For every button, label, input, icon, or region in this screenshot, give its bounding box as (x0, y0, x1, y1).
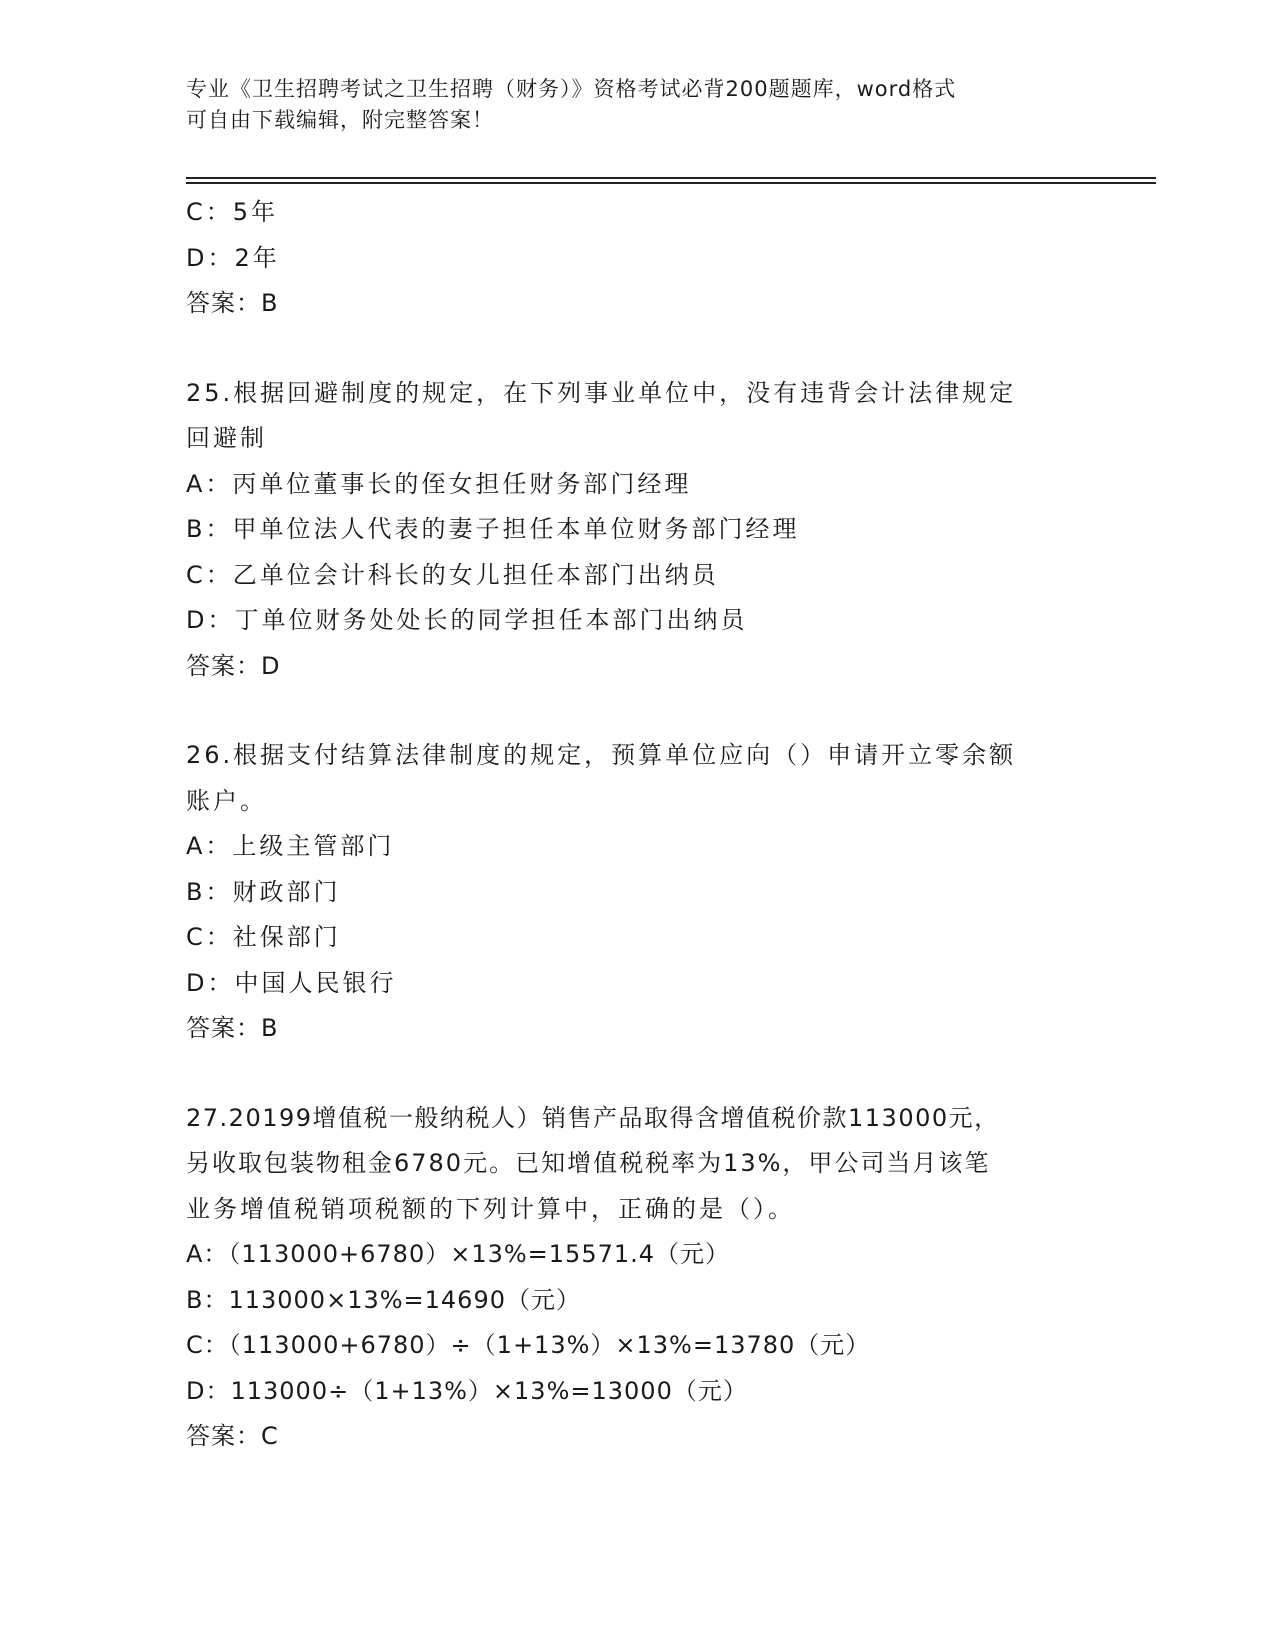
question-content (186, 190, 1086, 1460)
prev-question-block (186, 190, 1086, 327)
option-c: C：5年 (186, 198, 279, 226)
option-a: A：（113000+6780）×13%=15571.4（元） (186, 1240, 731, 1268)
question-26 (186, 733, 1086, 1052)
header-divider-bottom (186, 182, 1156, 184)
question-stem-line: 26.根据支付结算法律制度的规定，预算单位应向（）申请开立零余额 (186, 741, 1017, 769)
option-b: B：财政部门 (186, 877, 341, 906)
question-spacer (186, 689, 1086, 733)
option-d: D：2年 (186, 243, 280, 272)
option-c: C：（113000+6780）÷（1+13%）×13%=13780（元） (186, 1331, 871, 1359)
header-line-2: 可自由下载编辑，附完整答案！ (186, 108, 494, 132)
option-c: C：乙单位会计科长的女儿担任本部门出纳员 (186, 560, 719, 589)
question-spacer (186, 1052, 1086, 1096)
answer-line: 答案：C (186, 1422, 279, 1450)
option-b: B：113000×13%=14690（元） (186, 1285, 581, 1314)
option-a: A：丙单位董事长的侄女担任财务部门经理 (186, 469, 692, 498)
header-divider-top (186, 177, 1156, 179)
question-stem-line: 业务增值税销项税额的下列计算中，正确的是（）。 (186, 1194, 795, 1223)
question-stem-line: 账户。 (186, 786, 267, 815)
option-d: D：中国人民银行 (186, 968, 397, 997)
option-d: D：丁单位财务处处长的同学担任本部门出纳员 (186, 606, 748, 634)
answer-line: 答案：B (186, 289, 279, 317)
question-spacer (186, 327, 1086, 371)
answer-line: 答案：B (186, 1014, 279, 1042)
option-b: B：甲单位法人代表的妻子担任本单位财务部门经理 (186, 515, 800, 543)
question-25 (186, 371, 1086, 690)
question-stem-line: 另收取包装物租金6780元。已知增值税税率为13%，甲公司当月该笔 (186, 1149, 991, 1177)
option-a: A：上级主管部门 (186, 832, 395, 860)
header-line-1: 专业《卫生招聘考试之卫生招聘（财务）》资格考试必背200题题库，word格式 (186, 77, 957, 101)
question-stem-line: 25.根据回避制度的规定，在下列事业单位中，没有违背会计法律规定 (186, 378, 1017, 407)
question-stem-line: 回避制 (186, 424, 267, 452)
question-27 (186, 1096, 1086, 1460)
document-header (186, 74, 1066, 136)
answer-line: 答案：D (186, 651, 281, 680)
option-c: C：社保部门 (186, 923, 341, 951)
option-d: D：113000÷（1+13%）×13%=13000（元） (186, 1376, 748, 1405)
question-stem-line: 27.20199增值税一般纳税人）销售产品取得含增值税价款113000元， (186, 1103, 1000, 1132)
